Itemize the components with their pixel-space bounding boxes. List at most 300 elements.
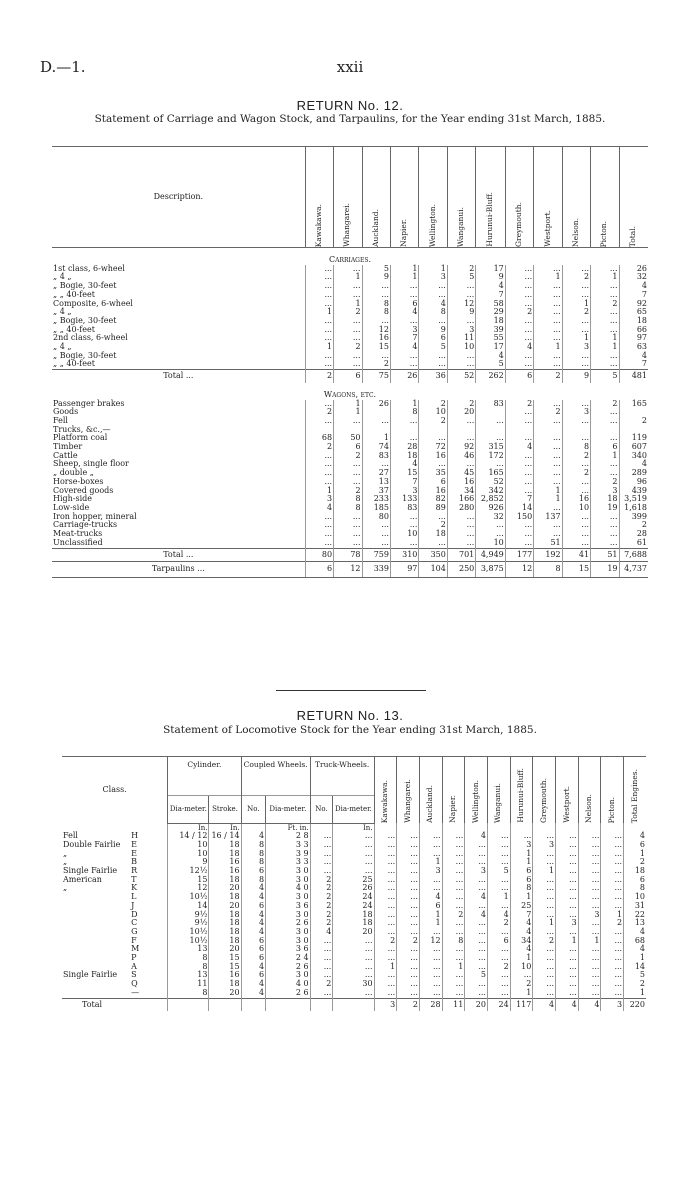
cell: 46 [447,452,475,461]
cell: ... [447,460,475,469]
cell: ... [556,832,579,841]
cell: 3 6 [266,902,311,911]
cell: 2 [505,308,533,317]
cell: 28 [619,530,648,539]
cell: 1,618 [619,504,648,513]
cell: 119 [619,434,648,443]
station-header-label: Picton. [606,796,616,823]
cell: ... [419,884,442,893]
cell: 2 [397,998,420,1011]
cell: 2 [305,408,333,417]
cell: ... [505,326,533,335]
cell: 2 [334,452,362,461]
cell: ... [556,876,579,885]
cell: 8 [241,858,266,867]
cell: 1 [533,867,556,876]
cell: 30 [333,980,374,989]
cell: ... [447,360,475,369]
carriages-heading-label: Carriages. [328,255,372,264]
cell: ... [447,417,475,426]
row-label: Goods [53,407,79,417]
table-row [62,945,646,954]
cell: ... [305,360,333,369]
cell: 37 [362,487,390,496]
station-header-label: Hurunui-Bluff. [485,192,495,247]
cell: ... [419,539,447,548]
cell: ... [362,417,390,426]
cell: ... [397,954,420,963]
class-name: Fell [63,831,78,841]
cell: ... [397,850,420,859]
cell: 27 [362,469,390,478]
carriage-wagon-table [52,146,648,578]
cell: 18 [209,841,241,850]
cell: ... [562,326,590,335]
station-header-label: Napier. [448,795,458,823]
cell: 3 [578,911,601,920]
cell: 185 [362,504,390,513]
cell: ... [333,963,374,972]
cell: ... [591,352,619,361]
cell: ... [447,513,475,522]
cell: 165 [476,469,505,478]
cell: 2 [305,443,333,452]
cell: 8 [241,841,266,850]
table-row [62,850,646,859]
cell: 18 [209,911,241,920]
cell: 18 [619,317,648,326]
cell: 4 [505,343,533,352]
cell: 2 [374,937,397,946]
class-letter: E [131,848,137,858]
cell: ... [578,945,601,954]
cell: 1 [510,989,533,998]
row-label: „ 4 „ [53,342,72,352]
cell: 8 [362,300,390,309]
table-row [62,963,646,972]
cell: 80 [362,513,390,522]
cell: ... [305,452,333,461]
cell: 12 [168,884,209,893]
cell: ... [334,282,362,291]
cell: 15 [390,469,418,478]
class-letter: H [131,831,139,841]
cell: 24 [333,893,374,902]
cell: 4 [510,945,533,954]
cell: ... [334,326,362,335]
class-letter: Q [131,979,138,989]
cell: 20 [209,902,241,911]
cell: 13 [168,971,209,980]
coupled-no-header: No. [241,796,266,823]
return13-subtitle: Statement of Locomotive Stock for the Year ending 31st March, 1885. [163,724,537,736]
cell: 5 [476,360,505,369]
cell: 6 [419,478,447,487]
cell [266,998,311,1011]
cell: ... [442,919,465,928]
cell: ... [591,282,619,291]
cell: ... [334,417,362,426]
cell: 19 [591,504,619,513]
cell: 2 [562,452,590,461]
cell: ... [487,850,510,859]
cell: 4 [419,893,442,902]
cell: 3 0 [266,876,311,885]
cell: 2 6 [266,919,311,928]
cell: 2 [310,902,333,911]
cell: 16 [447,478,475,487]
class-letter: D [131,909,138,919]
cell: 11 [168,980,209,989]
cell: ... [465,954,488,963]
cell: ... [591,539,619,548]
cell: 9 [362,273,390,282]
cell: 72 [419,443,447,452]
cell: ... [465,841,488,850]
row-label: Horse-boxes [53,476,104,486]
cell: 6 [241,937,266,946]
cell: ... [419,282,447,291]
table-row [62,841,646,850]
cell: 4 [241,989,266,998]
class-letter: T [131,874,137,884]
cell: ... [533,980,556,989]
cell: ... [447,352,475,361]
cell: 1 [562,300,590,309]
class-name [62,893,130,902]
row-label: „ „ 40-feet [53,324,95,334]
cell: 10 [168,841,209,850]
cell: 2 [305,370,333,383]
station-header-label: Nelson. [570,218,580,247]
cell: ... [397,971,420,980]
cell: 2 [619,521,648,530]
cell: 8 [168,989,209,998]
station-header [487,757,510,824]
cell: ... [533,850,556,859]
row-label: Sheep, single floor [53,459,129,469]
cell: 4 [624,832,646,841]
cell: 4 [619,282,648,291]
cell [310,998,333,1011]
unit-cell: Ft. in. [266,823,311,832]
cell: 16 [419,452,447,461]
cell: 1 [591,273,619,282]
station-header-label: Total Engines. [629,768,639,823]
cell: ... [390,352,418,361]
cell: ... [310,989,333,998]
page-header [40,58,660,82]
cell: ... [465,928,488,937]
cell: 177 [505,548,533,562]
cell: ... [534,530,562,539]
cell: ... [397,902,420,911]
cell: 4 [390,308,418,317]
cell: 55 [476,334,505,343]
cell: ... [333,841,374,850]
row-label: 1st class, 6-wheel [53,263,125,273]
return12-subtitle: Statement of Carriage and Wagon Stock, and Tarpaulins, for the Year ending 31st March, 1885. [94,113,606,125]
cell: ... [333,971,374,980]
cell: ... [505,408,533,417]
cell: 2 [591,300,619,309]
cell: ... [591,513,619,522]
cell: 4 [241,884,266,893]
cell: 16 [209,867,241,876]
cell: 78 [334,548,362,562]
carriages-total-row [52,370,648,383]
class-letter: — [131,987,140,997]
cell: 68 [305,434,333,443]
cell: ... [562,265,590,274]
cell: 342 [476,487,505,496]
cell: ... [556,980,579,989]
cell: 439 [619,487,648,496]
cell: ... [390,434,418,443]
cell: 4 [241,919,266,928]
cell: 8 [241,876,266,885]
row-label: „ Bogie, 30-feet [53,315,117,325]
class-letter: M [131,944,140,954]
cell: ... [362,530,390,539]
class-name: American [63,874,102,884]
wagons-heading [52,383,648,400]
cell: 1 [534,495,562,504]
cell: 26 [619,265,648,274]
cell: ... [476,417,505,426]
cell: 9½ [168,919,209,928]
table-row [62,876,646,885]
cell: 6 [241,971,266,980]
cell: ... [505,434,533,443]
class-name [62,919,130,928]
cell: 6 [624,876,646,885]
cell: 3 0 [266,928,311,937]
cell: 4 [465,832,488,841]
cell: 2 [334,487,362,496]
cell: ... [442,884,465,893]
class-letter: A [131,961,137,971]
cell: ... [578,980,601,989]
cell: ... [578,989,601,998]
cell: 18 [209,937,241,946]
station-header [562,147,590,248]
cell: ... [333,937,374,946]
cell: 6 [624,841,646,850]
station-header-label: Hurunui-Bluff. [516,768,526,823]
cell: ... [534,443,562,452]
cell: ... [601,884,624,893]
cell: 83 [476,400,505,409]
cell: ... [487,884,510,893]
unit-cell: In. [209,823,241,832]
cell: 97 [619,334,648,343]
cell: 3 [556,919,579,928]
cell: 7 [476,291,505,300]
cell: ... [333,954,374,963]
cell: ... [578,858,601,867]
cell: 2 [533,937,556,946]
cell: 26 [333,884,374,893]
cell: ... [419,434,447,443]
row-label: Timber [53,442,83,452]
cell: 9 [562,370,590,383]
row-label: Cattle [53,450,78,460]
cell: ... [310,867,333,876]
cell: ... [591,417,619,426]
cell: 2 [447,265,475,274]
cell: 25 [510,902,533,911]
cell: ... [578,971,601,980]
cell: ... [487,928,510,937]
table-row [62,980,646,989]
cell: ... [556,911,579,920]
cell: 13 [362,478,390,487]
cell: ... [601,954,624,963]
table-row [52,360,648,369]
cell: 1 [334,408,362,417]
station-header-label: Wellington. [470,779,480,823]
cell: ... [578,893,601,902]
class-name [62,980,130,989]
cell: 1 [305,487,333,496]
cell: 18 [419,530,447,539]
cell: 3 3 [266,858,311,867]
cell: 6 [505,370,533,383]
cell: 1 [334,400,362,409]
cell: 74 [362,443,390,452]
station-header [362,147,390,248]
cell: 20 [447,408,475,417]
cell: 5 [591,370,619,383]
cell: 75 [362,370,390,383]
cell: ... [505,521,533,530]
cell: ... [534,300,562,309]
cell: 18 [591,495,619,504]
cell: 15 [362,343,390,352]
cell: ... [534,521,562,530]
cell: 66 [619,326,648,335]
cell: 315 [476,443,505,452]
station-header-label: Wanganui. [493,782,503,823]
table-row [62,937,646,946]
cell: 18 [390,452,418,461]
cell: 165 [619,400,648,409]
cell: ... [591,434,619,443]
cell: 5 [465,971,488,980]
cell: 4,737 [619,562,648,578]
cell: ... [601,989,624,998]
cell: ... [442,850,465,859]
cell: 17 [476,343,505,352]
cell: 2 [562,273,590,282]
table-row [62,832,646,841]
cell: ... [534,478,562,487]
cell: 926 [476,504,505,513]
station-header [419,757,442,824]
cell: ... [601,876,624,885]
cell: ... [601,850,624,859]
cell: ... [601,971,624,980]
cell: 1 [624,989,646,998]
cell: 2 [397,937,420,946]
cell: ... [374,928,397,937]
cell: 68 [624,937,646,946]
cell: ... [556,971,579,980]
cell: 1 [510,893,533,902]
cell: 6 [241,867,266,876]
cell: ... [505,352,533,361]
cell: 12 [505,562,533,578]
cell: ... [591,360,619,369]
cell: ... [419,954,442,963]
cell: ... [505,300,533,309]
cell: ... [505,478,533,487]
table-row [62,858,646,867]
cell: ... [442,971,465,980]
cell: 5 [487,867,510,876]
cell: ... [334,460,362,469]
cell: ... [476,521,505,530]
cell: ... [591,326,619,335]
cylinder-header: Cylinder. [168,757,241,796]
cell: 3 0 [266,911,311,920]
cell: ... [419,963,442,972]
cell: 3 [419,867,442,876]
cell: ... [505,317,533,326]
cell: 6 [390,300,418,309]
cell: 1 [390,265,418,274]
cell: 2 [487,919,510,928]
cell: 1 [510,858,533,867]
cyl-diameter-header: Dia-meter. [168,796,209,823]
cell: 1 [591,452,619,461]
cell: 7,688 [619,548,648,562]
cell: ... [310,937,333,946]
row-label: Composite, 6-wheel [53,298,133,308]
class-letter: P [131,953,137,963]
station-header [374,757,397,824]
cell: 399 [619,513,648,522]
cell: ... [397,945,420,954]
cell: ... [505,539,533,548]
cell: ... [534,326,562,335]
cell: 26 [362,400,390,409]
table-row [62,989,646,998]
cell: 4 [305,504,333,513]
cell: ... [305,513,333,522]
cell: 18 [333,911,374,920]
cell: 2 [591,478,619,487]
cell: ... [465,963,488,972]
cell: ... [556,850,579,859]
cell: ... [374,884,397,893]
cell: ... [487,954,510,963]
cell: 8 [362,308,390,317]
cell: 150 [505,513,533,522]
return13-title: RETURN No. 13. [296,708,404,723]
cell: ... [397,876,420,885]
cell: ... [533,876,556,885]
station-header [390,147,418,248]
cell: 10 [390,530,418,539]
cell: 4 [476,352,505,361]
class-name: Single Fairlie [63,970,118,980]
cell: ... [562,360,590,369]
cell: 15 [168,876,209,885]
class-letter: S [131,970,137,980]
cell: ... [591,317,619,326]
